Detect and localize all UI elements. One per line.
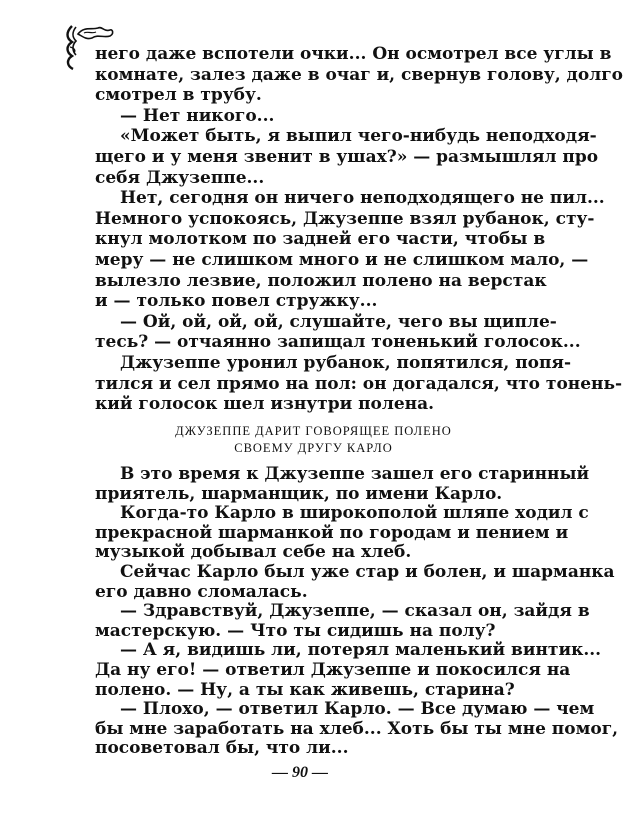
text-line: музыкой добывал себе на хлеб. (95, 542, 412, 563)
text-line: Сейчас Карло был уже стар и болен, и шарманка (120, 562, 615, 582)
text-line: Нет, сегодня он ничего неподходящего не пил... (120, 188, 605, 209)
chapter-heading-line-2: СВОЕМУ ДРУГУ КАРЛО (234, 441, 393, 455)
chapter-heading-line-1: ДЖУЗЕППЕ ДАРИТ ГОВОРЯЩЕЕ ПОЛЕНО (175, 424, 452, 438)
text-line: — Нет никого... (120, 105, 275, 126)
text-line: Немного успокоясь, Джузеппе взял рубанок, сту- (95, 208, 595, 229)
text-line: вылезло лезвие, положил полено на верстак (95, 270, 547, 291)
text-line: — Плохо, — ответил Карло. — Все думаю — чем (120, 699, 595, 720)
text-line: тесь? — отчаянно запищал тоненький голосок... (95, 332, 581, 353)
text-line: — Ой, ой, ой, ой, слушайте, чего вы щипле- (120, 311, 557, 332)
text-line: щего и у меня звенит в ушах?» — размышлял про (95, 147, 599, 167)
text-line: Когда-то Карло в широкополой шляпе ходил с (120, 503, 589, 524)
text-line: приятель, шарманщик, по имени Карло. (95, 483, 503, 504)
text-line: Да ну его! — ответил Джузеппе и покосился на (95, 660, 571, 680)
text-line: В это время к Джузеппе зашел его старинный (120, 464, 590, 484)
page-number: — 90 — (272, 764, 328, 781)
text-line: «Может быть, я выпил чего-нибудь неподходя- (120, 126, 597, 147)
text-line: его давно сломалась. (95, 581, 308, 602)
text-line: себя Джузеппе... (95, 167, 265, 188)
text-line: тился и сел прямо на пол: он догадался, что тонень- (95, 373, 623, 394)
text-line: Джузеппе уронил рубанок, попятился, попя- (120, 353, 572, 373)
text-line: меру — не слишком много и не слишком мало, — (95, 250, 589, 270)
text-line: кнул молотком по задней его части, чтобы в (95, 229, 546, 250)
text-line: него даже вспотели очки... Он осмотрел все углы в (95, 44, 612, 64)
text-line: — Здравствуй, Джузеппе, — сказал он, зайдя в (120, 601, 590, 622)
text-line: полено. — Ну, а ты как живешь, старина? (95, 679, 515, 700)
text-line: комнате, залез даже в очаг и, свернув голову, долго (95, 64, 623, 85)
text-line: бы мне заработать на хлеб... Хоть бы ты мне помог, (95, 718, 619, 739)
text-line: кий голосок шел изнутри полена. (95, 394, 435, 415)
text-line: и — только повел стружку... (95, 291, 378, 312)
text-line: прекрасной шарманкой по городам и пением и (95, 522, 569, 543)
text-line: посоветовал бы, что ли... (95, 738, 349, 759)
text-line: смотрел в трубу. (95, 85, 262, 106)
text-line: — А я, видишь ли, потерял маленький винтик... (120, 640, 602, 661)
text-line: мастерскую. — Что ты сидишь на полу? (95, 620, 496, 641)
